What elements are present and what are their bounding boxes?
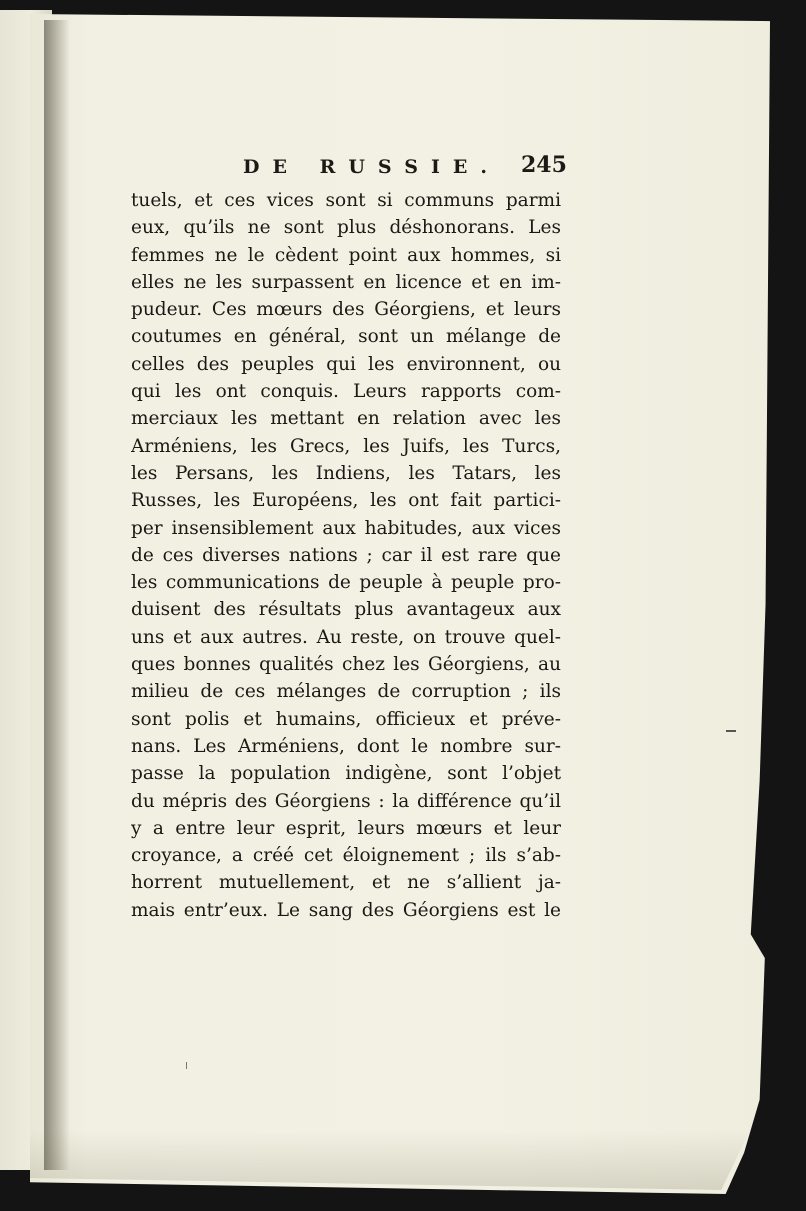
text-line: coutumes en général, sont un mélange de: [131, 326, 561, 348]
text-line: mais entr’eux. Le sang des Géorgiens est le: [131, 899, 561, 921]
text-line: ques bonnes qualités chez les Géorgiens, au: [131, 654, 561, 676]
text-line: uns et aux autres. Au reste, on trouve quel-: [131, 626, 561, 648]
text-line: merciaux les mettant en relation avec les: [131, 408, 561, 430]
text-line: Arméniens, les Grecs, les Juifs, les Turcs,: [131, 435, 561, 457]
page-header: [243, 152, 567, 182]
text-line: qui les ont conquis. Leurs rapports com-: [131, 381, 561, 403]
text-line: elles ne les surpassent en licence et en im-: [131, 271, 561, 293]
text-line: y a entre leur esprit, leurs mœurs et leur: [131, 817, 561, 839]
text-line: pudeur. Ces mœurs des Géorgiens, et leurs: [131, 299, 561, 321]
text-line: de ces diverses nations ; car il est rare que: [131, 544, 561, 566]
text-line: sont polis et humains, officieux et préve-: [131, 708, 561, 730]
text-line: les Persans, les Indiens, les Tatars, les: [131, 462, 561, 484]
text-line: passe la population indigène, sont l’objet: [131, 763, 561, 785]
text-line: milieu de ces mélanges de corruption ; ils: [131, 681, 561, 703]
text-line: Russes, les Européens, les ont fait partici-: [131, 490, 561, 512]
page-number: 245: [521, 152, 567, 178]
text-line: celles des peuples qui les environnent, ou: [131, 353, 561, 375]
text-line: tuels, et ces vices sont si communs parmi: [131, 190, 561, 211]
text-line: les communications de peuple à peuple pro-: [131, 572, 561, 594]
paper-speck: [186, 1062, 187, 1069]
margin-mark: [726, 730, 736, 732]
running-head: DE RUSSIE.: [243, 156, 500, 178]
text-line: nans. Les Arméniens, dont le nombre sur-: [131, 735, 561, 757]
gutter-shadow: [44, 20, 70, 1170]
text-line: du mépris des Géorgiens : la différence qu’il: [131, 790, 561, 812]
text-line: horrent mutuellement, et ne s’allient ja-: [131, 872, 561, 894]
text-line: duisent des résultats plus avantageux aux: [131, 599, 561, 621]
text-line: eux, qu’ils ne sont plus déshonorans. Les: [131, 217, 561, 239]
text-line: croyance, a créé cet éloignement ; ils s’ab-: [131, 845, 561, 867]
body-text: [131, 187, 561, 924]
text-line: per insensiblement aux habitudes, aux vices: [131, 517, 561, 539]
text-line: femmes ne le cèdent point aux hommes, si: [131, 244, 561, 266]
